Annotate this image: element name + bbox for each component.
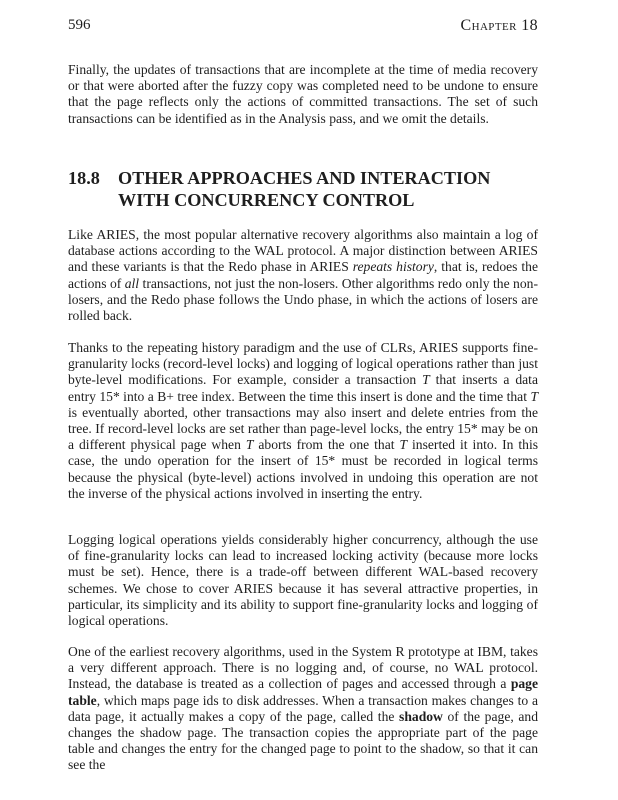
text-run: that inserts a data entry 15* into a B+ tree index. Between the time this insert is done and the time that	[68, 372, 538, 404]
text-run: aborts from the one that	[253, 437, 400, 453]
chapter-label: Chapter 18	[460, 17, 538, 34]
running-header	[68, 17, 538, 39]
section-title: OTHER APPROACHES AND INTERACTION WITH CONCURRENCY CONTROL	[118, 168, 491, 210]
section-heading	[68, 167, 548, 211]
text-run: inserted it into. In this case, the undo operation for the insert of 15* must be recorded in logical terms because the physical (byte-level) actions involved in undoing this operation are not the inverse of the physical actions involved in inserting the entry.	[68, 437, 539, 501]
variable-t: T	[422, 372, 430, 388]
term-page-table: page table	[68, 676, 538, 708]
text-run: Thanks to the repeating history paradigm and the use of CLRs, ARIES supports fine-granularity locks (record-level locks) and logging of logical operations rather than just byte-level modifications. For example, consider a transaction	[68, 340, 538, 388]
text-run: , that is, redoes the actions of	[68, 259, 538, 291]
text-run: , which maps page ids to disk addresses. When a transaction makes changes to a data page, it actually makes a copy of the page, called the	[68, 692, 538, 724]
paragraph-aries-alternatives	[68, 227, 538, 324]
text-run: Like ARIES, the most popular alternative recovery algorithms also maintain a log of database actions according to the WAL protocol. A major distinction between ARIES and these variants is that the Redo phase in ARIES	[68, 227, 538, 275]
text-run: One of the earliest recovery algorithms, used in the System R prototype at IBM, takes a very different approach. There is no logging and, of course, no WAL protocol. Instead, the database is treated as a collection of pages and accessed through a	[68, 644, 538, 692]
emphasis-repeats-history: repeats history	[352, 259, 434, 275]
paragraph-fine-granularity-locks	[68, 340, 538, 502]
variable-t: T	[399, 437, 408, 453]
variable-t: T	[530, 388, 538, 404]
paragraph-system-r-shadow-paging	[68, 644, 538, 794]
text-run: transactions, not just the non-losers. Other algorithms redo only the non-losers, and the Redo phase follows the Undo phase, in which the actions of losers are rolled back.	[68, 275, 538, 324]
variable-t: T	[245, 437, 254, 453]
text-run: of the page, and changes the shadow page. The transaction copies the appropriate part of the page table and changes the entry for the changed page to point to the shadow, so that it can see the	[68, 708, 538, 773]
section-number: 18.8	[68, 168, 100, 188]
paragraph-media-recovery: Finally, the updates of transactions that are incomplete at the time of media recovery or that were aborted after the fuzzy copy was completed need to be undone to ensure that the page reflects only the actions of committed transactions. The set of such transactions can be identified as in the Analysis pass, and we omit the details.	[68, 62, 538, 126]
paragraph-logical-logging-tradeoff: Logging logical operations yields considerably higher concurrency, although the use of fine-granularity locks can lead to increased locking activity (because more locks must be set). Hence, there is a trade-off between different WAL-based recovery schemes. We chose to cover ARIES because it has several attractive properties, in particular, its simplicity and its ability to support fine-granularity locks and logging of logical operations.	[68, 532, 538, 629]
term-shadow: shadow	[399, 708, 443, 724]
text-run: is eventually aborted, other transactions may also insert and delete entries from the tree. If record-level locks are set rather than page-level locks, the entry 15* may be on a different physical page when	[68, 404, 538, 453]
page-number: 596	[68, 17, 91, 33]
emphasis-all: all	[124, 275, 140, 291]
